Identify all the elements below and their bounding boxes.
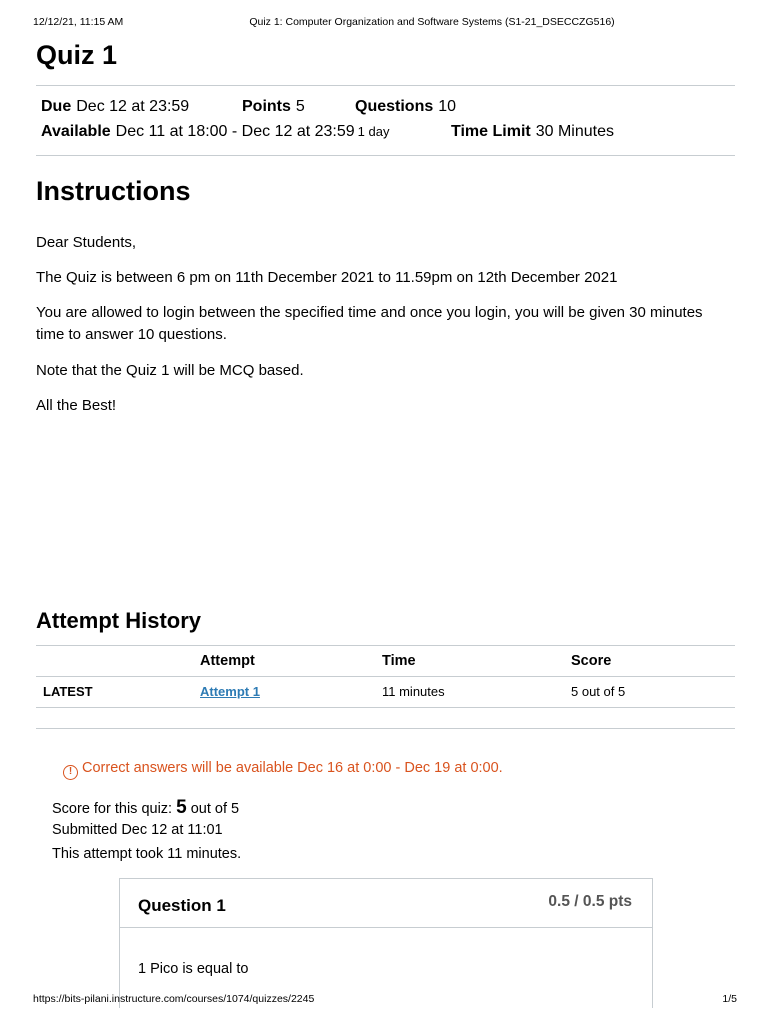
points-meta bbox=[242, 98, 305, 116]
available-label: Available bbox=[41, 123, 111, 140]
submitted-info: Submitted Dec 12 at 11:01 bbox=[52, 822, 223, 838]
notice-text: Correct answers will be available Dec 16 at 0:00 - Dec 19 at 0:00. bbox=[82, 760, 503, 776]
points-label: Points bbox=[242, 98, 291, 115]
attempt-1-link[interactable]: Attempt 1 bbox=[200, 684, 260, 699]
question-text: 1 Pico is equal to bbox=[138, 961, 249, 977]
print-datetime: 12/12/21, 11:15 AM bbox=[33, 16, 124, 28]
attempt-time: 11 minutes bbox=[382, 684, 445, 699]
print-header bbox=[33, 16, 737, 32]
time-limit-meta bbox=[451, 123, 614, 141]
due-meta bbox=[41, 98, 189, 116]
print-page-number: 1/5 bbox=[722, 993, 737, 1005]
instructions-paragraph: The Quiz is between 6 pm on 11th December 2021 to 11.59pm on 12th December 2021 bbox=[36, 269, 618, 286]
questions-value: 10 bbox=[438, 98, 457, 115]
column-header-attempt: Attempt bbox=[200, 653, 255, 669]
divider bbox=[36, 728, 735, 729]
quiz-title: Quiz 1 bbox=[36, 40, 118, 70]
instructions-paragraph: All the Best! bbox=[36, 397, 117, 414]
score-suffix: out of 5 bbox=[190, 801, 240, 817]
instructions-paragraph: You are allowed to login between the specified time and once you login, you will be given 30 minutes time to answer 10 questions. bbox=[36, 304, 703, 343]
attempt-row-label: LATEST bbox=[43, 684, 93, 699]
correct-answers-notice bbox=[63, 760, 503, 780]
column-header-score: Score bbox=[571, 653, 612, 669]
question-title: Question 1 bbox=[138, 896, 226, 915]
attempt-duration: This attempt took 11 minutes. bbox=[52, 846, 242, 862]
question-points: 0.5 / 0.5 pts bbox=[548, 893, 632, 910]
instructions-paragraph: Dear Students, bbox=[36, 234, 137, 251]
available-duration: 1 day bbox=[357, 124, 390, 139]
points-value: 5 bbox=[295, 98, 305, 115]
score-label: Score for this quiz: bbox=[52, 801, 173, 817]
time-limit-value: 30 Minutes bbox=[535, 123, 614, 140]
print-footer bbox=[33, 993, 737, 1009]
attempt-score: 5 out of 5 bbox=[571, 684, 626, 699]
instructions-paragraph: Note that the Quiz 1 will be MCQ based. bbox=[36, 362, 304, 379]
table-row-border bbox=[36, 707, 735, 708]
due-value: Dec 12 at 23:59 bbox=[76, 98, 190, 115]
divider bbox=[36, 155, 735, 156]
column-header-time: Time bbox=[382, 653, 416, 669]
print-url: https://bits-pilani.instructure.com/courses/1074/quizzes/2245 bbox=[33, 993, 315, 1005]
question-header bbox=[120, 879, 652, 928]
quiz-score bbox=[52, 797, 239, 819]
questions-meta bbox=[355, 98, 456, 116]
time-limit-label: Time Limit bbox=[451, 123, 531, 140]
due-label: Due bbox=[41, 98, 72, 115]
table-header-border bbox=[36, 676, 735, 677]
questions-label: Questions bbox=[355, 98, 434, 115]
score-value: 5 bbox=[176, 797, 187, 818]
available-value: Dec 11 at 18:00 - Dec 12 at 23:59 bbox=[115, 123, 355, 140]
print-page-title: Quiz 1: Computer Organization and Software Systems (S1-21_DSECCZG516) bbox=[249, 16, 615, 28]
table-top-border bbox=[36, 645, 735, 646]
alert-circle-icon: ! bbox=[63, 765, 78, 780]
question-card bbox=[119, 878, 653, 1008]
divider bbox=[36, 85, 735, 86]
available-meta bbox=[41, 123, 389, 141]
instructions-heading: Instructions bbox=[36, 176, 191, 206]
attempt-history-heading: Attempt History bbox=[36, 608, 202, 633]
